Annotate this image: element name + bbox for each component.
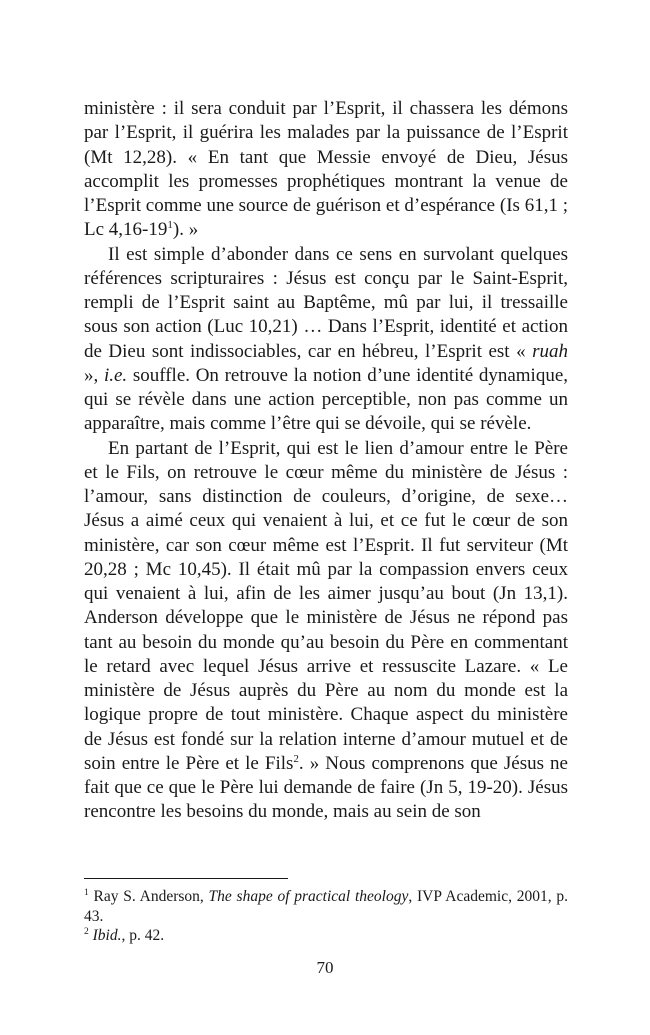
footnote-marker: 2 (293, 752, 299, 765)
text-run: , p. 42. (121, 927, 165, 944)
text-run: ministère : il sera conduit par l’Esprit, il chassera les démons par l’Esprit, il guérira les malades par la puissance de l’Esprit (Mt 12,28). « En tant que Messie envoyé de Dieu, Jésus accomplit les promesses prophétiques montrant la venue de l’Esprit comme une source de guérison et d’espérance (Is 61,1 ; Lc 4,16-19 (84, 98, 568, 241)
footnote-marker: 1 (84, 888, 89, 898)
italic-text: i.e. (103, 364, 128, 386)
footnote-1 (84, 887, 568, 926)
italic-text: The shape of practical theology (208, 888, 409, 905)
text-run: En partant de l’Esprit, qui est le lien d’amour entre le Père et le Fils, on retrouve le cœur même du ministère de Jésus : l’amour, sans distinction de couleurs, d’origine, de sexe… Jésus a aimé ceux qui venaient à lui, et ce fut le cœur de son ministère, car son cœur même est l’Esprit. Il fut serviteur (Mt 20,28 ; Mc 10,45). Il était mû par la compassion envers ceux qui venaient à lui, afin de les aimer jusqu’au bout (Jn 13,1). Anderson développe que le ministère de Jésus ne répond pas tant au besoin du monde qu’au besoin du Père en commentant le retard avec lequel Jésus arrive et ressuscite Lazare. « Le ministère de Jésus auprès du Père au nom du monde est la logique propre de tout ministère. Chaque aspect du ministère de Jésus est fondé sur la relation interne d’amour mutuel et de soin entre le Père et le Fils (84, 437, 568, 774)
text-run: », (84, 364, 104, 386)
paragraph-3 (84, 437, 568, 825)
page-number: 70 (316, 958, 334, 977)
footnotes (84, 887, 568, 946)
paragraph-1 (84, 97, 568, 243)
text-run: souffle. On retrouve la notion d’une identité dynamique, qui se révèle dans une action perceptible, non pas comme un apparaître, mais comme l’être qui se dévoile, qui se révèle. (84, 364, 569, 435)
page-body (84, 97, 568, 825)
footnote-separator (84, 878, 288, 879)
text-run: . » Nous comprenons que Jésus ne fait que ce que le Père lui demande de faire (Jn 5, 19-20). Jésus rencontre les besoins du monde, mais au sein de son (84, 752, 568, 823)
text-run: Il est simple d’abonder dans ce sens en survolant quelques références scripturaires : Jésus est conçu par le Saint-Esprit, rempli de l’Esprit saint au Baptême, mû par lui, il tressaille sous son action (Luc 10,21) … Dans l’Esprit, identité et action de Dieu sont indissociables, car en hébreu, l’Esprit est « (84, 243, 568, 362)
paragraph-2 (84, 243, 568, 437)
text-run: ). » (172, 219, 199, 241)
footnote-marker: 1 (167, 219, 173, 232)
text-run: Ray S. Anderson, (88, 888, 209, 905)
footnote-2 (84, 926, 568, 946)
italic-text: ruah (532, 340, 568, 362)
text-run: , IVP Academic, 2001, p. 43. (84, 888, 569, 925)
italic-text: Ibid. (92, 927, 122, 944)
footnote-marker: 2 (84, 927, 89, 937)
